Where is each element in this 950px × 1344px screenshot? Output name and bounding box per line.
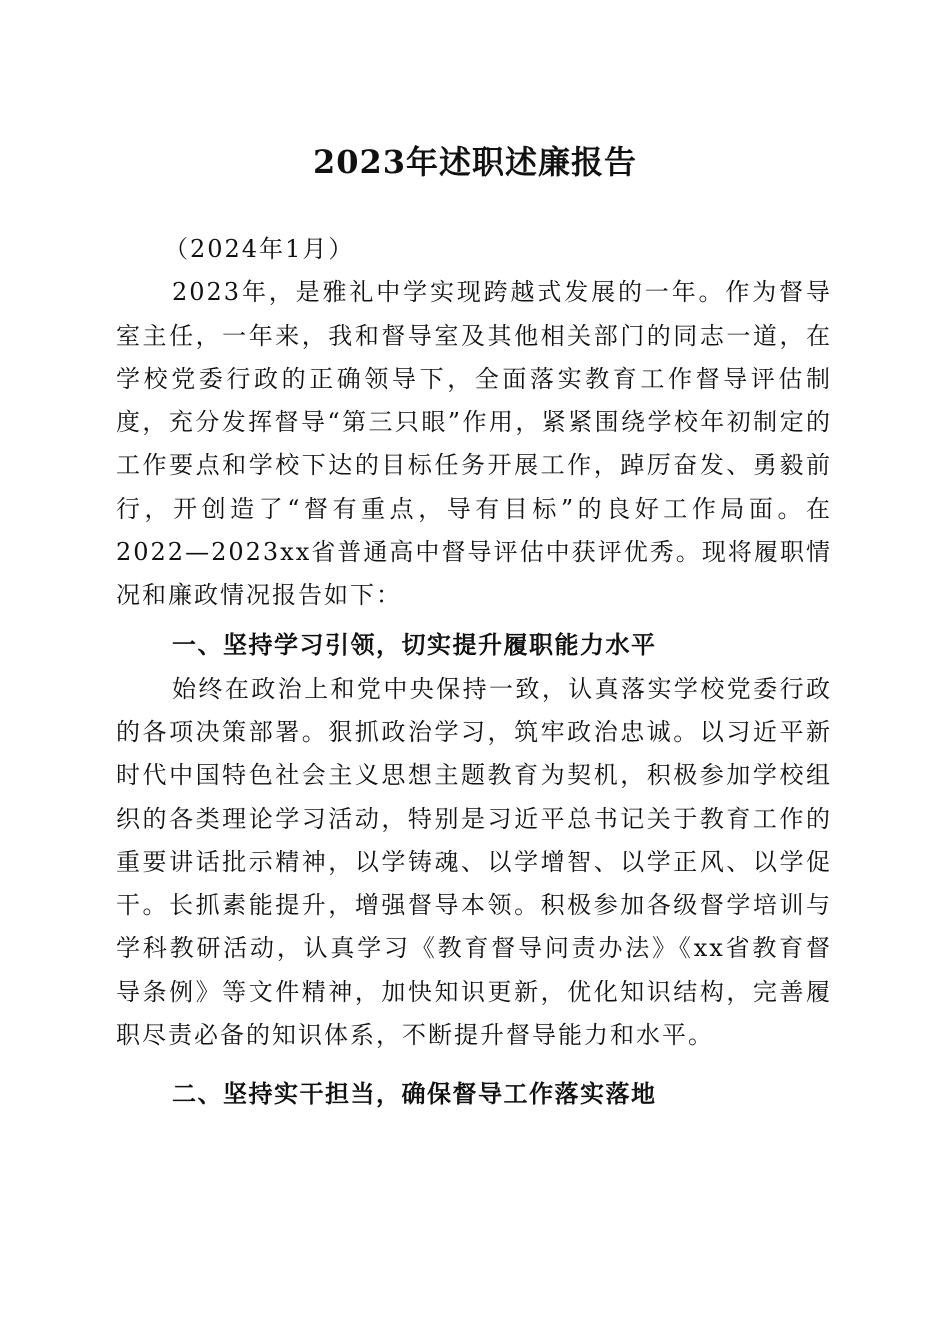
section-1-paragraph: 始终在政治上和党中央保持一致，认真落实学校党委行政的各项决策部署。狠抓政治学习，筑牢政治忠诚。以习近平新时代中国特色社会主义思想主题教育为契机，积极参加学校组织的各类理论学习活动，特别是习近平总书记关于教育工作的重要讲话批示精神，以学铸魂、以学增智、以学正风、以学促干。长抓素能提升，增强督导本领。积极参加各级督学培训与学科教研活动，认真学习《教育督导问责办法》《xx省教育督导条例》等文件精神，加快知识更新，优化知识结构，完善履职尽责必备的知识体系，不断提升督导能力和水平。: [116, 674, 832, 1050]
document-body: [116, 228, 832, 1117]
intro-paragraph: 2023年，是雅礼中学实现跨越式发展的一年。作为督导室主任，一年来，我和督导室及其他相关部门的同志一道，在学校党委行政的正确领导下，全面落实教育工作督导评估制度，充分发挥督导“第三只眼”作用，紧紧围绕学校年初制定的工作要点和学校下达的目标任务开展工作，踔厉奋发、勇毅前行，开创造了“督有重点，导有目标”的良好工作局面。在2022—2023xx省普通高中督导评估中获评优秀。现将履职情况和廉政情况报告如下：: [116, 278, 832, 610]
section-1-heading: 一、坚持学习引领，切实提升履职能力水平: [172, 630, 657, 659]
document-title: 2023年述职述廉报告: [312, 143, 638, 181]
report-date: （2024年1月）: [164, 235, 355, 263]
section-2-heading: 二、坚持实干担当，确保督导工作落实落地: [172, 1080, 657, 1109]
